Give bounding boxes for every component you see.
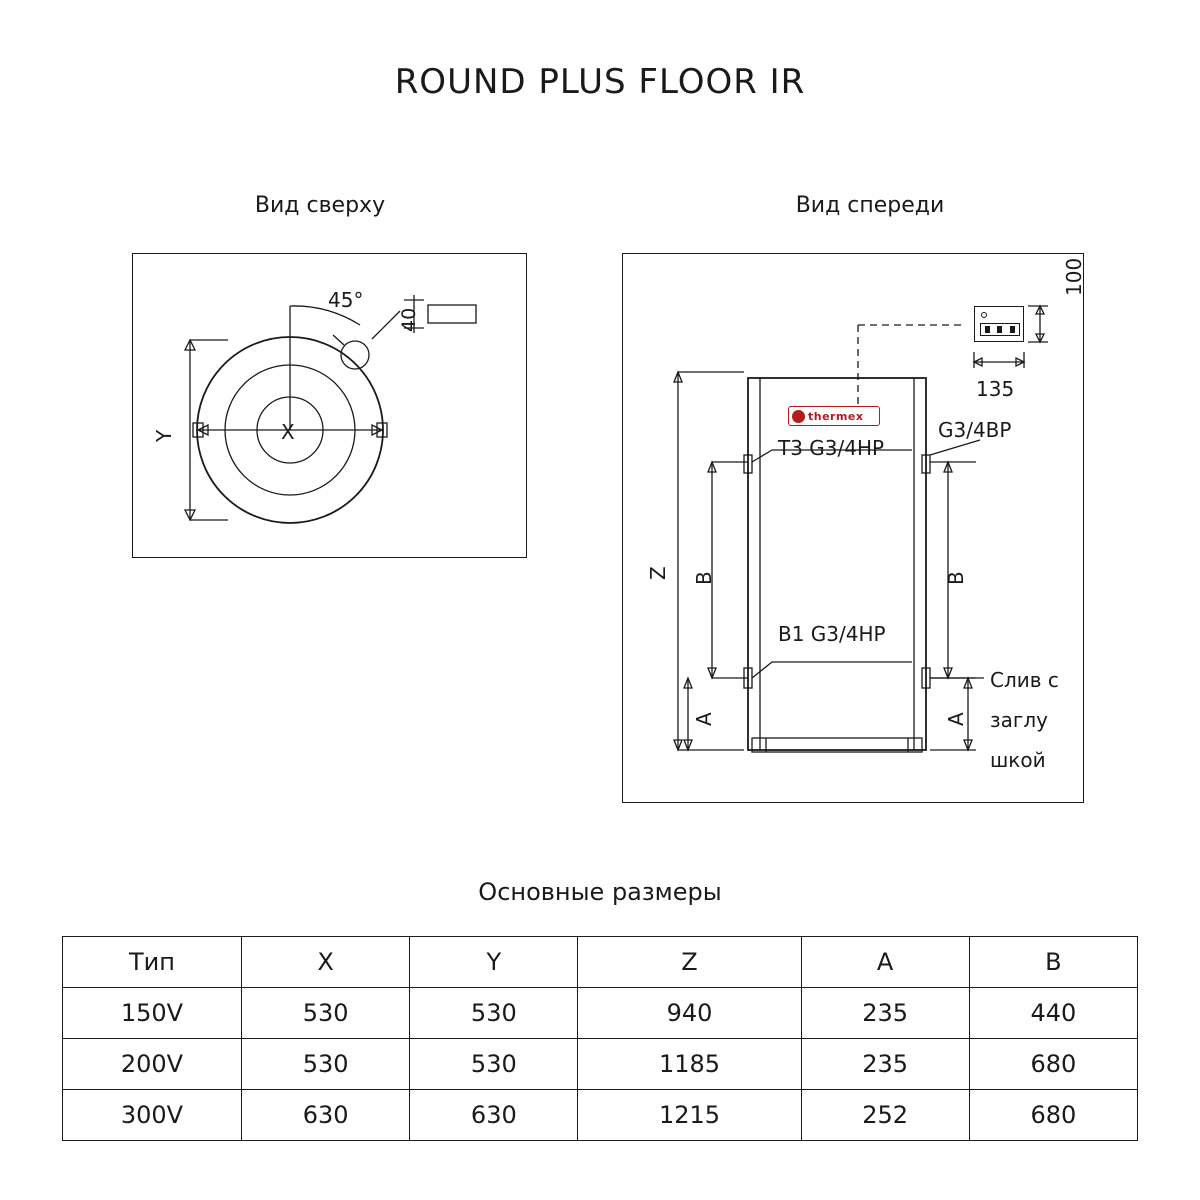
- top-view-angle-label: 45°: [328, 288, 364, 312]
- table-row: [63, 1039, 1138, 1090]
- table-cell: 630: [242, 1090, 410, 1141]
- table-cell: 200V: [63, 1039, 242, 1090]
- table-cell: 680: [969, 1039, 1137, 1090]
- table-cell: 680: [969, 1090, 1137, 1141]
- table-cell: 300V: [63, 1090, 242, 1141]
- top-view-x-label: X: [281, 420, 295, 444]
- control-height-label: 100: [1062, 257, 1086, 296]
- table-cell: 252: [801, 1090, 969, 1141]
- a-dimension-label-right: A: [944, 712, 968, 726]
- table-cell: 530: [242, 1039, 410, 1090]
- table-cell: 630: [410, 1090, 578, 1141]
- page-title: ROUND PLUS FLOOR IR: [394, 62, 806, 102]
- table-cell: 235: [801, 1039, 969, 1090]
- segment-icon: [997, 326, 1002, 333]
- table-cell: 440: [969, 988, 1137, 1039]
- b-dimension-label-left: B: [692, 571, 716, 585]
- control-width-label: 135: [976, 377, 1015, 401]
- logo-text: thermex: [808, 409, 864, 423]
- table-header-cell: A: [801, 937, 969, 988]
- drain-note-line1: Слив с: [990, 668, 1059, 692]
- table-cell: 235: [801, 988, 969, 1039]
- outlet-cold-label: B1 G3/4HP: [778, 622, 886, 646]
- outlet-hot-label: T3 G3/4HP: [778, 436, 885, 460]
- a-dimension-label-left: A: [692, 712, 716, 726]
- table-cell: 940: [578, 988, 801, 1039]
- table-row: [63, 988, 1138, 1039]
- table-header-cell: Z: [578, 937, 801, 988]
- drain-note-line3: шкой: [990, 748, 1046, 772]
- control-panel-box: [974, 306, 1024, 342]
- segment-icon: [985, 326, 990, 333]
- table-header-row: [63, 937, 1138, 988]
- table-header-cell: B: [969, 937, 1137, 988]
- table-caption: Основные размеры: [478, 878, 722, 906]
- table-row: [63, 1090, 1138, 1141]
- inlet-top-label: G3/4BP: [938, 418, 1012, 442]
- table-cell: 530: [242, 988, 410, 1039]
- table-cell: 530: [410, 988, 578, 1039]
- table-cell: 150V: [63, 988, 242, 1039]
- logo-dot-icon: [792, 410, 805, 423]
- table-header-cell: X: [242, 937, 410, 988]
- table-cell: 1185: [578, 1039, 801, 1090]
- top-view-depth-label: 40: [398, 307, 420, 332]
- b-dimension-label-right: B: [944, 571, 968, 585]
- top-view-label: Вид сверху: [254, 193, 386, 218]
- thermex-logo: [788, 406, 880, 426]
- z-dimension-label: Z: [646, 566, 670, 580]
- control-display: [980, 323, 1020, 336]
- table-header-cell: Тип: [63, 937, 242, 988]
- front-view-label: Вид спереди: [795, 193, 945, 218]
- table-header-cell: Y: [410, 937, 578, 988]
- table-cell: 530: [410, 1039, 578, 1090]
- control-knob-icon: [981, 312, 987, 318]
- segment-icon: [1010, 326, 1015, 333]
- table-cell: 1215: [578, 1090, 801, 1141]
- drain-note-line2: заглу: [990, 708, 1049, 732]
- top-view-y-label: Y: [152, 429, 176, 442]
- dimensions-table: [62, 936, 1138, 1141]
